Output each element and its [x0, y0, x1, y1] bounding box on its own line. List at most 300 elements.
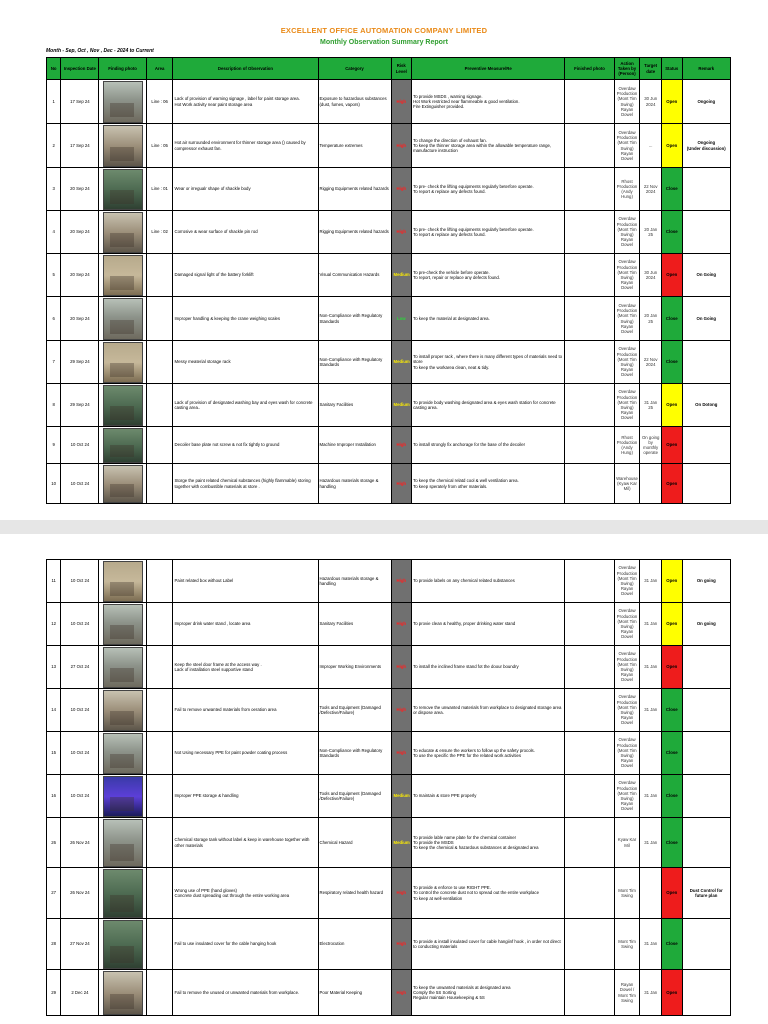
status-badge: Open	[661, 970, 682, 1016]
observation-description: Improper handling & keeping the crane weighing scales	[173, 297, 318, 341]
action-taken-by: Overdaw Production (Mont Tim Swing) Rayan Dowel	[614, 646, 640, 689]
target-date: 30 Jun 2024	[640, 254, 662, 297]
finding-photo-image	[103, 212, 143, 253]
action-taken-by: Overdaw Production (Mont Tim Swing) Rayan Dowel	[614, 80, 640, 124]
category-cell: Hazardous materials storage & handling	[318, 560, 391, 603]
risk-level-label: High	[396, 750, 407, 756]
row-number: 8	[47, 384, 61, 427]
category-cell: Respiratory related health hazard	[318, 868, 391, 919]
remark-cell: Ongoing (Under discussion)	[682, 124, 730, 168]
finding-photo-image	[103, 465, 143, 503]
finding-photo-image	[103, 255, 143, 296]
target-date: 31 Jan 25	[640, 384, 662, 427]
finding-photo	[99, 732, 146, 775]
remark-cell: On Going	[682, 254, 730, 297]
risk-level-label: High	[396, 186, 407, 192]
risk-level	[391, 732, 412, 775]
finding-photo	[99, 603, 146, 646]
inspection-date: 20 Sep 24	[61, 211, 99, 254]
row-number: 27	[47, 868, 61, 919]
finding-photo	[99, 464, 146, 504]
risk-level	[391, 689, 412, 732]
risk-level-label: Medium	[393, 359, 410, 365]
action-taken-by: Overdaw Production (Mont Tim Swing) Rayan Dowel	[614, 297, 640, 341]
risk-level-label: Medium	[393, 402, 410, 408]
col-area: Area	[146, 58, 173, 80]
category-cell: Machine Improper Installation	[318, 427, 391, 464]
risk-level	[391, 124, 412, 168]
preventive-measure: To provide lable name plate for the chemical container To provide the MSDS To keep the chemical & hazardous substances at designated area	[412, 818, 565, 868]
remark-cell: On going	[682, 560, 730, 603]
remark-cell	[682, 818, 730, 868]
observation-description: Paint related box without Label	[173, 560, 318, 603]
action-taken-by: Overdaw Production (Mont Tim Swing) Rayan Dowel	[614, 341, 640, 384]
risk-level	[391, 427, 412, 464]
risk-level	[391, 646, 412, 689]
table-row	[47, 211, 731, 254]
status-badge: Close	[661, 775, 682, 818]
action-taken-by: Rhost Production (Andy Hung)	[614, 168, 640, 211]
remark-cell	[682, 341, 730, 384]
row-number: 11	[47, 560, 61, 603]
finding-photo	[99, 211, 146, 254]
remark-cell: On Going	[682, 297, 730, 341]
area-cell	[146, 775, 173, 818]
row-number: 12	[47, 603, 61, 646]
table-row	[47, 80, 731, 124]
remark-cell	[682, 211, 730, 254]
col-date: Inspection Date	[61, 58, 99, 80]
finished-photo	[565, 919, 614, 970]
preventive-measure: To provide body washing designated area & eyes wash station for concrete casting area.	[412, 384, 565, 427]
preventive-measure: To pre- check the lifting equipments regularly beterfore operate. To report & replace any defects found.	[412, 211, 565, 254]
inspection-date: 27 Nov 24	[61, 919, 99, 970]
finding-photo-image	[103, 604, 143, 645]
finding-photo-image	[103, 125, 143, 167]
area-cell	[146, 384, 173, 427]
risk-level	[391, 211, 412, 254]
finding-photo	[99, 868, 146, 919]
category-cell: Non-Compliance with Regulatory Standards	[318, 341, 391, 384]
report-page-2	[0, 534, 768, 1024]
finished-photo	[565, 464, 614, 504]
action-taken-by: Mont Tim Swing	[614, 919, 640, 970]
category-cell: Chemical Hazard	[318, 818, 391, 868]
category-cell: Non-Compliance with Regulatory Standards	[318, 732, 391, 775]
area-cell	[146, 970, 173, 1016]
col-target: Target date	[640, 58, 662, 80]
finding-photo	[99, 689, 146, 732]
row-number: 10	[47, 464, 61, 504]
preventive-measure: To remove the unwanted materials from workplace to designated storage area or dispose area.	[412, 689, 565, 732]
finding-photo	[99, 646, 146, 689]
area-cell	[146, 427, 173, 464]
action-taken-by: Overdaw Production (Mont Tim Swing) Rayan Dowel	[614, 603, 640, 646]
row-number: 28	[47, 919, 61, 970]
target-date	[640, 464, 662, 504]
finished-photo	[565, 970, 614, 1016]
col-action: Action Taken by (Person)	[614, 58, 640, 80]
action-taken-by: Rayan Dowel / Mont Tim Swing	[614, 970, 640, 1016]
action-taken-by: Overdaw Production (Mont Tim Swing) Rayan Dowel	[614, 732, 640, 775]
inspection-date: 29 Sep 24	[61, 341, 99, 384]
risk-level-label: High	[396, 941, 407, 947]
row-number: 3	[47, 168, 61, 211]
remark-cell: Dust Control for future plan	[682, 868, 730, 919]
category-cell: Non-Compliance with Regulatory Standards	[318, 297, 391, 341]
status-badge: Close	[661, 341, 682, 384]
table-row	[47, 603, 731, 646]
row-number: 16	[47, 775, 61, 818]
risk-level	[391, 603, 412, 646]
observation-description: Improper drink water stand , locate area	[173, 603, 318, 646]
preventive-measure: To maintain & store PPE properly	[412, 775, 565, 818]
action-taken-by: Mont Tim Swing	[614, 868, 640, 919]
remark-cell: On Dotong	[682, 384, 730, 427]
target-date: 22 Nov 2024	[640, 341, 662, 384]
target-date: 30 Jun 2024	[640, 80, 662, 124]
inspection-date: 17 Sep 24	[61, 124, 99, 168]
table-row	[47, 427, 731, 464]
finding-photo	[99, 254, 146, 297]
risk-level-label: High	[396, 229, 407, 235]
risk-level	[391, 464, 412, 504]
status-badge: Close	[661, 297, 682, 341]
action-taken-by: Overdaw Production (Mont Tim Swing) Rayan Dowel	[614, 124, 640, 168]
risk-level	[391, 775, 412, 818]
inspection-date: 26 Nov 24	[61, 868, 99, 919]
finding-photo-image	[103, 920, 143, 969]
observation-description: Fail to remove the unused or unwanted materials from workplace.	[173, 970, 318, 1016]
target-date: 31 Jan	[640, 689, 662, 732]
risk-level	[391, 818, 412, 868]
category-cell: Rigging Equipments related hazards	[318, 168, 391, 211]
action-taken-by: Kyaw Kar Mil	[614, 818, 640, 868]
inspection-date: 10 Oct 24	[61, 560, 99, 603]
remark-cell	[682, 646, 730, 689]
action-taken-by: Overdaw Production (Mont Tim Swing) Rayan Dowel	[614, 384, 640, 427]
risk-level	[391, 254, 412, 297]
col-no: No	[47, 58, 61, 80]
area-cell	[146, 868, 173, 919]
inspection-date: 29 Sep 24	[61, 384, 99, 427]
status-badge: Close	[661, 818, 682, 868]
preventive-measure: To install proper rack , where there is many different types of materials need to store To keep the workarea clean, neat & tidy.	[412, 341, 565, 384]
area-cell	[146, 297, 173, 341]
category-cell: Improper Working Environments	[318, 646, 391, 689]
risk-level-label: Medium	[393, 793, 410, 799]
risk-level-label: High	[396, 142, 407, 148]
finding-photo	[99, 919, 146, 970]
target-date: 31 Jan	[640, 560, 662, 603]
table-row	[47, 560, 731, 603]
finished-photo	[565, 646, 614, 689]
risk-level-label: High	[396, 707, 407, 713]
risk-level	[391, 868, 412, 919]
remark-cell: On going	[682, 603, 730, 646]
area-cell	[146, 341, 173, 384]
table-row	[47, 464, 731, 504]
finding-photo-image	[103, 81, 143, 123]
observation-table-1	[46, 57, 731, 504]
finding-photo-image	[103, 819, 143, 867]
area-cell	[146, 646, 173, 689]
area-cell: Line : 05	[146, 124, 173, 168]
inspection-date: 10 Oct 24	[61, 427, 99, 464]
inspection-date: 2 Dec 24	[61, 970, 99, 1016]
finished-photo	[565, 732, 614, 775]
area-cell	[146, 732, 173, 775]
category-cell: Sanitary Facilities	[318, 603, 391, 646]
risk-level-label: High	[396, 989, 407, 995]
finding-photo	[99, 384, 146, 427]
status-badge: Close	[661, 168, 682, 211]
target-date: 31 Jan	[640, 970, 662, 1016]
inspection-date: 10 Oct 24	[61, 732, 99, 775]
table-row	[47, 384, 731, 427]
action-taken-by: Overdaw Production (Mont Tim Swing) Rayan Dowel	[614, 689, 640, 732]
table-row	[47, 970, 731, 1016]
category-cell: Visual Communication Hazards	[318, 254, 391, 297]
inspection-date: 10 Oct 24	[61, 464, 99, 504]
action-taken-by: Overdaw Production (Mont Tim Swing) Rayan Dowel	[614, 775, 640, 818]
category-cell: Rigging Equipments related hazards	[318, 211, 391, 254]
target-date: ...	[640, 124, 662, 168]
row-number: 13	[47, 646, 61, 689]
preventive-measure: To install the inclined frame stand fot the doour boundry	[412, 646, 565, 689]
finding-photo	[99, 297, 146, 341]
risk-level-label: High	[396, 480, 407, 486]
col-description: Description of Observation	[173, 58, 318, 80]
risk-level-label: High	[396, 578, 407, 584]
finished-photo	[565, 341, 614, 384]
observation-description: Not Using necessary PPE for paint powder coating process	[173, 732, 318, 775]
finished-photo	[565, 603, 614, 646]
col-remark: Remark	[682, 58, 730, 80]
remark-cell	[682, 689, 730, 732]
category-cell: Hazardous materials storage & handling	[318, 464, 391, 504]
finding-photo-image	[103, 971, 143, 1015]
finding-photo-image	[103, 869, 143, 918]
remark-cell: Ongoing	[682, 80, 730, 124]
remark-cell	[682, 732, 730, 775]
observation-description: Lack of provision of warning signage , label for paint storage area. Hot Work activity near paint storage area	[173, 80, 318, 124]
target-date: 20 Jan 25	[640, 297, 662, 341]
table-row	[47, 168, 731, 211]
inspection-date: 20 Sep 24	[61, 254, 99, 297]
target-date: 31 Jan	[640, 919, 662, 970]
risk-level-label: High	[396, 98, 407, 104]
target-date	[640, 732, 662, 775]
table-row	[47, 646, 731, 689]
finished-photo	[565, 689, 614, 732]
col-finding-photo: Finding photo	[99, 58, 146, 80]
risk-level	[391, 297, 412, 341]
table-row	[47, 689, 731, 732]
finding-photo	[99, 560, 146, 603]
observation-description: Fail to use insulated cover for the cable hanging hook	[173, 919, 318, 970]
observation-description: Lack of provision of designated washing bay and eyes wash for concrete casting area..	[173, 384, 318, 427]
area-cell: Line : 01	[146, 168, 173, 211]
row-number: 6	[47, 297, 61, 341]
risk-level-label: Medium	[393, 839, 410, 845]
target-date: 31 Jan	[640, 646, 662, 689]
area-cell	[146, 603, 173, 646]
company-name: EXCELLENT OFFICE AUTOMATION COMPANY LIMITED	[280, 26, 488, 35]
target-date	[640, 868, 662, 919]
row-number: 26	[47, 818, 61, 868]
inspection-date: 10 Oct 24	[61, 689, 99, 732]
finding-photo-image	[103, 776, 143, 817]
finished-photo	[565, 427, 614, 464]
preventive-measure: To pre- check the lifting equipments regularly beterfore operate. To report & replace any defects found.	[412, 168, 565, 211]
target-date: 31 Jan	[640, 818, 662, 868]
observation-description: Chemical storage tank without label & keep in warehouse together with other materials	[173, 818, 318, 868]
finding-photo	[99, 427, 146, 464]
row-number: 7	[47, 341, 61, 384]
report-title: Monthly Observation Summary Report	[320, 39, 448, 46]
finding-photo	[99, 818, 146, 868]
observation-table-2	[46, 559, 731, 1016]
observation-description: Keep the steel door frame at the access way . Lack of installation steel supportive stand	[173, 646, 318, 689]
category-cell: Temperature extremes	[318, 124, 391, 168]
report-period: Month - Sep, Oct , Nov , Dec - 2024 to Current	[46, 48, 154, 54]
finding-photo-image	[103, 298, 143, 340]
col-finished-photo: Finished photo	[565, 58, 614, 80]
category-cell: Electrocution	[318, 919, 391, 970]
status-badge: Close	[661, 732, 682, 775]
observation-description: Fail to remove unwanted materials from oeration area	[173, 689, 318, 732]
inspection-date: 26 Nov 24	[61, 818, 99, 868]
preventive-measure: To provide MSDS , warning signage. Hot Work restricted near flammeable & good ventilation. Fire Extinguisher provided.	[412, 80, 565, 124]
status-badge: Open	[661, 464, 682, 504]
risk-level	[391, 168, 412, 211]
action-taken-by: Rhost Production (Andy Hung)	[614, 427, 640, 464]
finished-photo	[565, 80, 614, 124]
risk-level-label: Low	[397, 315, 406, 321]
observation-description: Decoiler base plate not screw & not fix tightly to ground	[173, 427, 318, 464]
table-row	[47, 341, 731, 384]
finished-photo	[565, 818, 614, 868]
category-cell: Sanitary Facilities	[318, 384, 391, 427]
table-row	[47, 124, 731, 168]
col-category: Category	[318, 58, 391, 80]
status-badge: Open	[661, 560, 682, 603]
risk-level-label: High	[396, 664, 407, 670]
finding-photo-image	[103, 385, 143, 426]
area-cell	[146, 254, 173, 297]
finding-photo-image	[103, 647, 143, 688]
area-cell	[146, 689, 173, 732]
finding-photo	[99, 341, 146, 384]
area-cell	[146, 818, 173, 868]
observation-description: Improper PPE storage & handling	[173, 775, 318, 818]
finding-photo	[99, 970, 146, 1016]
finding-photo	[99, 168, 146, 211]
risk-level	[391, 970, 412, 1016]
preventive-measure: To provide & enforce to use RIGHT PPE. To control the concrete dust not to spread out the entire workplace To keep at well-ventilation	[412, 868, 565, 919]
finding-photo-image	[103, 690, 143, 731]
table-row	[47, 919, 731, 970]
observation-description: Messy meaterial storage rack	[173, 341, 318, 384]
target-date: On going by monthly operate	[640, 427, 662, 464]
inspection-date: 10 Oct 24	[61, 775, 99, 818]
row-number: 1	[47, 80, 61, 124]
target-date: 22 Nov 2024	[640, 168, 662, 211]
remark-cell	[682, 427, 730, 464]
row-number: 2	[47, 124, 61, 168]
preventive-measure: To install strongly fix anchorage for the base of the decoiler	[412, 427, 565, 464]
finding-photo-image	[103, 342, 143, 383]
area-cell	[146, 464, 173, 504]
finished-photo	[565, 168, 614, 211]
remark-cell	[682, 775, 730, 818]
status-badge: Close	[661, 919, 682, 970]
finding-photo-image	[103, 733, 143, 774]
finished-photo	[565, 868, 614, 919]
inspection-date: 20 Sep 24	[61, 297, 99, 341]
finding-photo-image	[103, 561, 143, 602]
action-taken-by: Overdaw Production (Mont Tim Swing) Rayan Dowel	[614, 254, 640, 297]
finished-photo	[565, 211, 614, 254]
target-date: 20 Jan 25	[640, 211, 662, 254]
row-number: 4	[47, 211, 61, 254]
row-number: 29	[47, 970, 61, 1016]
preventive-measure: To keep the material at designated area.	[412, 297, 565, 341]
table-row	[47, 254, 731, 297]
inspection-date: 27 Oct 24	[61, 646, 99, 689]
col-measure: Preventive Measure/Re	[412, 58, 565, 80]
finished-photo	[565, 775, 614, 818]
row-number: 15	[47, 732, 61, 775]
table-row	[47, 732, 731, 775]
observation-description: Wrong use of PPE (hand gloves) Concrete dust spreading out through the entire working area	[173, 868, 318, 919]
col-status: Status	[661, 58, 682, 80]
status-badge: Open	[661, 254, 682, 297]
remark-cell	[682, 970, 730, 1016]
preventive-measure: To provide labels on any chemical related substances	[412, 560, 565, 603]
preventive-measure: To keep the chemical relatd cool & well ventilation area. To keep sperately from other materials.	[412, 464, 565, 504]
category-cell: Exposure to hazardous substances (dust, fumes, vapors)	[318, 80, 391, 124]
area-cell	[146, 919, 173, 970]
remark-cell	[682, 464, 730, 504]
preventive-measure: To pre-check the vehicle before operate. To report, repair or replace any defects found.	[412, 254, 565, 297]
observation-description: Corrosive & wear surface of shackle pin rod	[173, 211, 318, 254]
finished-photo	[565, 384, 614, 427]
finding-photo	[99, 80, 146, 124]
table-row	[47, 868, 731, 919]
category-cell: Tools and Equipment (Damaged /Defective/Failure)	[318, 689, 391, 732]
table-row	[47, 297, 731, 341]
finished-photo	[565, 560, 614, 603]
inspection-date: 20 Sep 24	[61, 168, 99, 211]
target-date: 31 Jan	[640, 603, 662, 646]
observation-description: Storge the paint related chemical substances (highly flammable) storing together with combustible materials at store .	[173, 464, 318, 504]
preventive-measure: To provide & install insulated cover for cable hangiinf hook , in order not direct to conducting materials	[412, 919, 565, 970]
action-taken-by: Warehouse (Kyaw Kar Mil)	[614, 464, 640, 504]
finding-photo	[99, 775, 146, 818]
finding-photo-image	[103, 169, 143, 210]
status-badge: Open	[661, 384, 682, 427]
risk-level-label: High	[396, 442, 407, 448]
risk-level-label: High	[396, 890, 407, 896]
finished-photo	[565, 254, 614, 297]
row-number: 5	[47, 254, 61, 297]
action-taken-by: Overdaw Production (Mont Tim Swing) Rayan Dowel	[614, 211, 640, 254]
finding-photo	[99, 124, 146, 168]
status-badge: Close	[661, 689, 682, 732]
risk-level	[391, 80, 412, 124]
